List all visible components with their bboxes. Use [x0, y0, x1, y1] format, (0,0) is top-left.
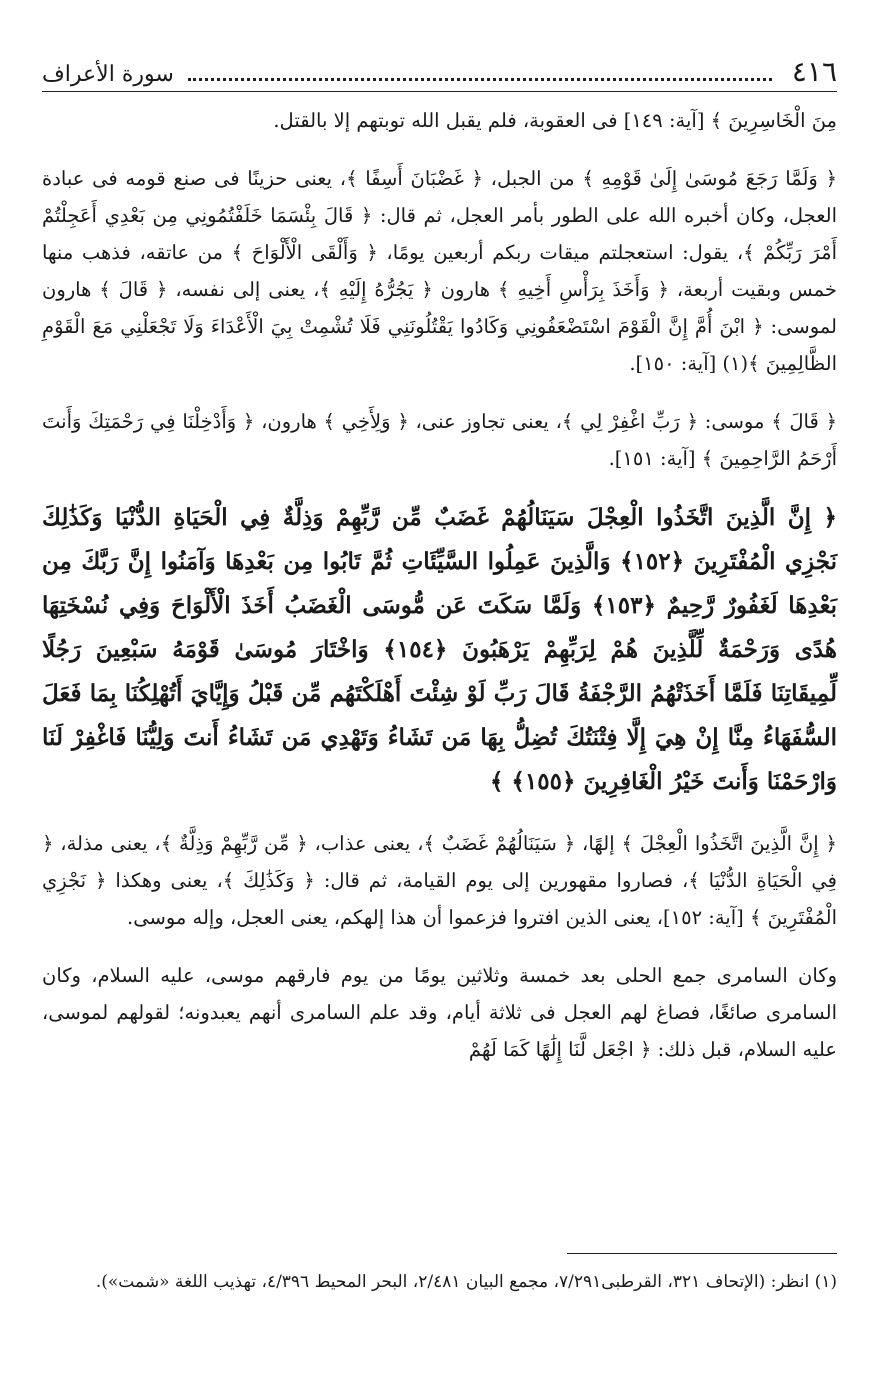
page-number: ٤١٦ [791, 55, 837, 88]
page-body [42, 102, 837, 1068]
header-rule [42, 91, 837, 92]
paragraph-3: ﴿ قَالَ ﴾ موسى: ﴿ رَبِّ اغْفِرْ لِي ﴾، يعنى تجاوز عنى، ﴿ وَلِأَخِي ﴾ هارون، ﴿ وَأَدْخِلْنَا فِي رَحْمَتِكَ وَأَنتَ أَرْحَمُ الرَّاحِمِينَ ﴾ [آية: ١٥١]. [42, 410, 837, 470]
header-dotted-leader [188, 78, 772, 81]
paragraph-5: ﴿ إِنَّ الَّذِينَ اتَّخَذُوا الْعِجْلَ ﴾ إلهًا، ﴿ سَيَنَالُهُمْ غَضَبٌ ﴾، يعنى عذاب، ﴿ مِّن رَّبِّهِمْ وَذِلَّةٌ ﴾، يعنى مذلة، ﴿ فِي الْحَيَاةِ الدُّنْيَا ﴾، فصاروا مقهورين إلى يوم القيامة، ثم قال: ﴿ وَكَذَٰلِكَ ﴾، يعنى وهكذا ﴿ نَجْزِي الْمُفْتَرِينَ ﴾ [آية: ١٥٢]، يعنى الذين افتروا فزعموا أن هذا إلهكم، يعنى العجل، وإله موسى. [42, 832, 837, 929]
quran-verses-block: ﴿ إِنَّ الَّذِينَ اتَّخَذُوا الْعِجْلَ سَيَنَالُهُمْ غَضَبٌ مِّن رَّبِّهِمْ وَذِلَّةٌ فِي الْحَيَاةِ الدُّنْيَا وَكَذَٰلِكَ نَجْزِي الْمُفْتَرِينَ ﴿١٥٢﴾ وَالَّذِينَ عَمِلُوا السَّيِّئَاتِ ثُمَّ تَابُوا مِن بَعْدِهَا وَآمَنُوا إِنَّ رَبَّكَ مِن بَعْدِهَا لَغَفُورٌ رَّحِيمٌ ﴿١٥٣﴾ وَلَمَّا سَكَتَ عَن مُّوسَى الْغَضَبُ أَخَذَ الْأَلْوَاحَ وَفِي نُسْخَتِهَا هُدًى وَرَحْمَةٌ لِّلَّذِينَ هُمْ لِرَبِّهِمْ يَرْهَبُونَ ﴿١٥٤﴾ وَاخْتَارَ مُوسَىٰ قَوْمَهُ سَبْعِينَ رَجُلًا لِّمِيقَاتِنَا فَلَمَّا أَخَذَتْهُمُ الرَّجْفَةُ قَالَ رَبِّ لَوْ شِئْتَ أَهْلَكْتَهُم مِّن قَبْلُ وَإِيَّايَ أَتُهْلِكُنَا بِمَا فَعَلَ السُّفَهَاءُ مِنَّا إِنْ هِيَ إِلَّا فِتْنَتُكَ تُضِلُّ بِهَا مَن تَشَاءُ وَتَهْدِي مَن تَشَاءُ أَنتَ وَلِيُّنَا فَاغْفِرْ لَنَا وَارْحَمْنَا وَأَنتَ خَيْرُ الْغَافِرِينَ ﴿١٥٥﴾ ﴾ [42, 504, 837, 795]
paragraph-2: ﴿ وَلَمَّا رَجَعَ مُوسَىٰ إِلَىٰ قَوْمِهِ ﴾ من الجبل، ﴿ غَضْبَانَ أَسِفًا ﴾، يعنى حزينًا فى صنع قومه فى عبادة العجل، وكان أخبره الله على الطور بأمر العجل، ثم قال: ﴿ قَالَ بِئْسَمَا خَلَفْتُمُونِي مِن بَعْدِي أَعَجِلْتُمْ أَمْرَ رَبِّكُمْ ﴾، يقول: استعجلتم ميقات ربكم أربعين يومًا، ﴿ وَأَلْقَى الْأَلْوَاحَ ﴾ من عاتقه، فذهب منها خمس وبقيت أربعة، ﴿ وَأَخَذَ بِرَأْسِ أَخِيهِ ﴾ هارون ﴿ يَجُرُّهُ إِلَيْهِ ﴾، يعنى إلى نفسه، ﴿ قَالَ ﴾ هارون لموسى: ﴿ ابْنَ أُمَّ إِنَّ الْقَوْمَ اسْتَضْعَفُونِي وَكَادُوا يَقْتُلُونَنِي فَلَا تُشْمِتْ بِيَ الْأَعْدَاءَ وَلَا تَجْعَلْنِي مَعَ الْقَوْمِ الظَّالِمِينَ ﴾(١) [آية: ١٥٠]. [42, 167, 837, 375]
paragraph-6: وكان السامرى جمع الحلى بعد خمسة وثلاثين يومًا من يوم فارقهم موسى، عليه السلام، وكان السامرى صائغًا، فصاغ لهم العجل فى ثلاثة أيام، وقد علم السامرى أنهم يعبدونه؛ لقولهم لموسى، عليه السلام، قبل ذلك: ﴿ اجْعَل لَّنَا إِلَٰهًا كَمَا لَهُمْ [42, 964, 837, 1061]
surah-title: سورة الأعراف [42, 62, 174, 87]
page-header [42, 55, 837, 89]
paragraph-1: مِنَ الْخَاسِرِينَ ﴾ [آية: ١٤٩] فى العقوبة، فلم يقبل الله توبتهم إلا بالقتل. [273, 109, 837, 132]
footnote: (١) انظر: (الإتحاف ٣٢١، القرطبى٧/٢٩١، مجمع البيان ٢/٤٨١، البحر المحيط ٤/٣٩٦، تهذيب اللغة «شمت»). [95, 1272, 837, 1292]
footnote-rule [567, 1253, 837, 1254]
